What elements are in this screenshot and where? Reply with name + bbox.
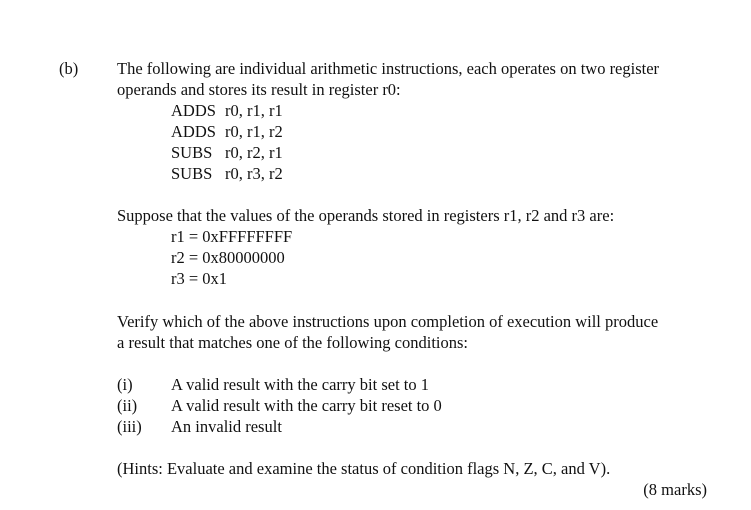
register-value: r3 = 0x1 bbox=[171, 269, 228, 288]
operands-intro: Suppose that the values of the operands stored in registers r1, r2 and r3 are: bbox=[117, 206, 615, 225]
instruction-operands: r0, r2, r1 bbox=[225, 143, 283, 162]
instruction-line bbox=[171, 142, 283, 163]
condition-number: (iii) bbox=[117, 417, 142, 436]
intro-paragraph bbox=[117, 58, 717, 100]
instruction-line bbox=[171, 100, 283, 121]
condition-item bbox=[117, 416, 717, 437]
instruction-mnemonic: SUBS bbox=[171, 143, 213, 162]
condition-item bbox=[117, 395, 717, 416]
instruction-line bbox=[171, 121, 283, 142]
verify-paragraph bbox=[117, 311, 717, 353]
condition-text: A valid result with the carry bit set to 1 bbox=[171, 375, 429, 394]
instruction-list bbox=[171, 100, 283, 184]
intro-line-1: The following are individual arithmetic instructions, each operates on two register bbox=[117, 59, 660, 78]
register-values-list bbox=[171, 226, 292, 289]
instruction-mnemonic: ADDS bbox=[171, 122, 216, 141]
condition-number: (ii) bbox=[117, 396, 138, 415]
instruction-operands: r0, r3, r2 bbox=[225, 164, 283, 183]
register-value: r1 = 0xFFFFFFFF bbox=[171, 227, 293, 246]
instruction-operands: r0, r1, r2 bbox=[225, 122, 283, 141]
condition-item bbox=[117, 374, 717, 395]
instruction-mnemonic: ADDS bbox=[171, 101, 216, 120]
condition-text: An invalid result bbox=[171, 417, 282, 436]
register-value: r2 = 0x80000000 bbox=[171, 248, 285, 267]
condition-text: A valid result with the carry bit reset to 0 bbox=[171, 396, 442, 415]
instruction-operands: r0, r1, r1 bbox=[225, 101, 283, 120]
verify-line-2: a result that matches one of the following conditions: bbox=[117, 333, 469, 352]
intro-line-2: operands and stores its result in register r0: bbox=[117, 80, 401, 99]
question-label: (b) bbox=[59, 59, 79, 78]
condition-number: (i) bbox=[117, 375, 133, 394]
instruction-line bbox=[171, 163, 283, 184]
hint-text: (Hints: Evaluate and examine the status of condition flags N, Z, C, and V). bbox=[117, 459, 611, 478]
conditions-list bbox=[117, 374, 717, 437]
instruction-mnemonic: SUBS bbox=[171, 164, 213, 183]
verify-line-1: Verify which of the above instructions upon completion of execution will produce bbox=[117, 312, 659, 331]
marks-label: (8 marks) bbox=[643, 480, 707, 499]
